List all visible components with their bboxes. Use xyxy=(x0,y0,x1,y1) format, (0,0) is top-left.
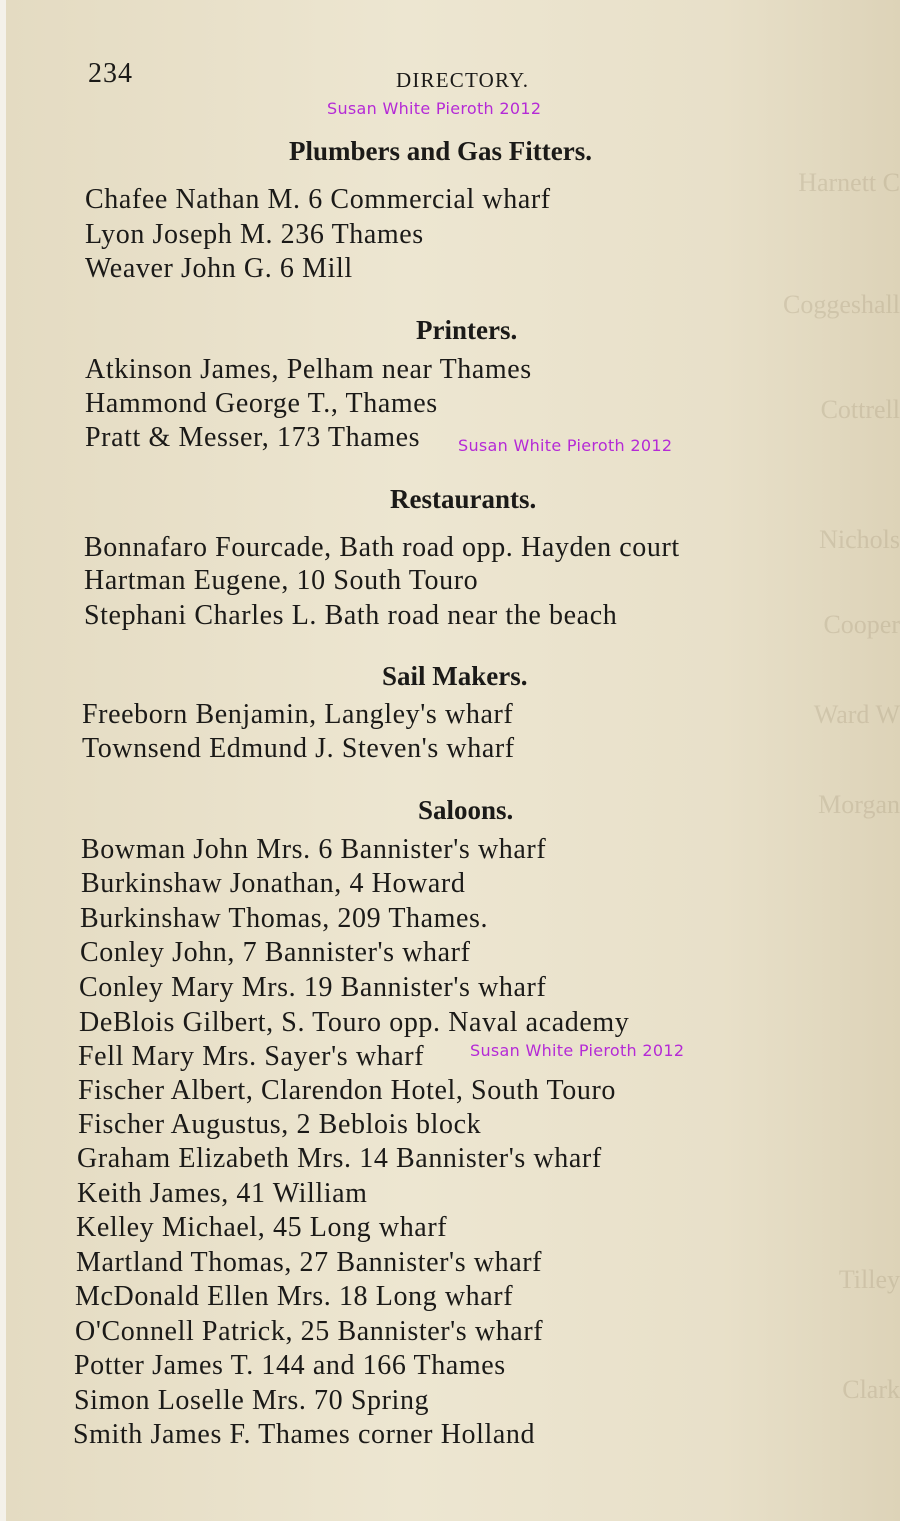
list-item: Fischer Augustus, 2 Beblois block xyxy=(78,1109,482,1140)
list-item: Kelley Michael, 45 Long wharf xyxy=(76,1212,448,1243)
show-through-text: Ward W xyxy=(813,700,900,729)
page-number: 234 xyxy=(88,58,133,89)
list-item: Weaver John G. 6 Mill xyxy=(85,253,353,284)
list-item: Atkinson James, Pelham near Thames xyxy=(85,354,532,385)
list-item: Burkinshaw Jonathan, 4 Howard xyxy=(81,868,466,899)
list-item: Hammond George T., Thames xyxy=(85,388,438,419)
show-through-text: Tilley xyxy=(838,1265,900,1294)
list-item: Burkinshaw Thomas, 209 Thames. xyxy=(80,903,489,934)
show-through-text: Clark xyxy=(842,1375,900,1404)
list-item: Bowman John Mrs. 6 Bannister's wharf xyxy=(81,834,547,865)
list-item: Fell Mary Mrs. Sayer's wharf xyxy=(78,1041,425,1072)
list-item: Conley Mary Mrs. 19 Bannister's wharf xyxy=(79,972,547,1003)
section-title-restaurants: Restaurants. xyxy=(390,484,537,514)
list-item: McDonald Ellen Mrs. 18 Long wharf xyxy=(75,1281,514,1312)
list-item: Freeborn Benjamin, Langley's wharf xyxy=(82,699,514,730)
show-through-text: Harnett C xyxy=(798,168,900,197)
watermark: Susan White Pieroth 2012 xyxy=(458,436,673,455)
list-item: DeBlois Gilbert, S. Touro opp. Naval academy xyxy=(79,1007,630,1038)
list-item: Conley John, 7 Bannister's wharf xyxy=(80,937,471,968)
list-item: Townsend Edmund J. Steven's wharf xyxy=(82,733,515,764)
show-through-text: Cottrell xyxy=(820,395,900,424)
show-through-text: Morgan xyxy=(818,790,900,819)
watermark: Susan White Pieroth 2012 xyxy=(327,99,542,118)
list-item: Stephani Charles L. Bath road near the beach xyxy=(84,600,618,631)
section-title-plumbers: Plumbers and Gas Fitters. xyxy=(289,136,592,166)
list-item: Bonnafaro Fourcade, Bath road opp. Hayden court xyxy=(84,532,680,563)
list-item: Lyon Joseph M. 236 Thames xyxy=(85,219,424,250)
list-item: Graham Elizabeth Mrs. 14 Bannister's wharf xyxy=(77,1143,602,1174)
list-item: Potter James T. 144 and 166 Thames xyxy=(74,1350,506,1381)
show-through-text: Nichols xyxy=(819,525,900,554)
list-item: Hartman Eugene, 10 South Touro xyxy=(84,565,479,596)
list-item: Chafee Nathan M. 6 Commercial wharf xyxy=(85,184,551,215)
list-item: Pratt & Messer, 173 Thames xyxy=(85,422,421,453)
running-head: DIRECTORY. xyxy=(396,68,530,92)
list-item: Simon Loselle Mrs. 70 Spring xyxy=(74,1385,430,1416)
list-item: Fischer Albert, Clarendon Hotel, South Touro xyxy=(78,1075,616,1106)
show-through-text: Cooper xyxy=(823,610,900,639)
list-item: O'Connell Patrick, 25 Bannister's wharf xyxy=(75,1316,544,1347)
list-item: Martland Thomas, 27 Bannister's wharf xyxy=(76,1247,543,1278)
section-title-printers: Printers. xyxy=(416,315,518,345)
watermark: Susan White Pieroth 2012 xyxy=(470,1041,685,1060)
section-title-saloons: Saloons. xyxy=(418,795,514,825)
show-through-text: Coggeshall xyxy=(783,290,900,319)
list-item: Smith James F. Thames corner Holland xyxy=(73,1419,536,1450)
list-item: Keith James, 41 William xyxy=(77,1178,368,1209)
section-title-sail-makers: Sail Makers. xyxy=(382,661,528,691)
